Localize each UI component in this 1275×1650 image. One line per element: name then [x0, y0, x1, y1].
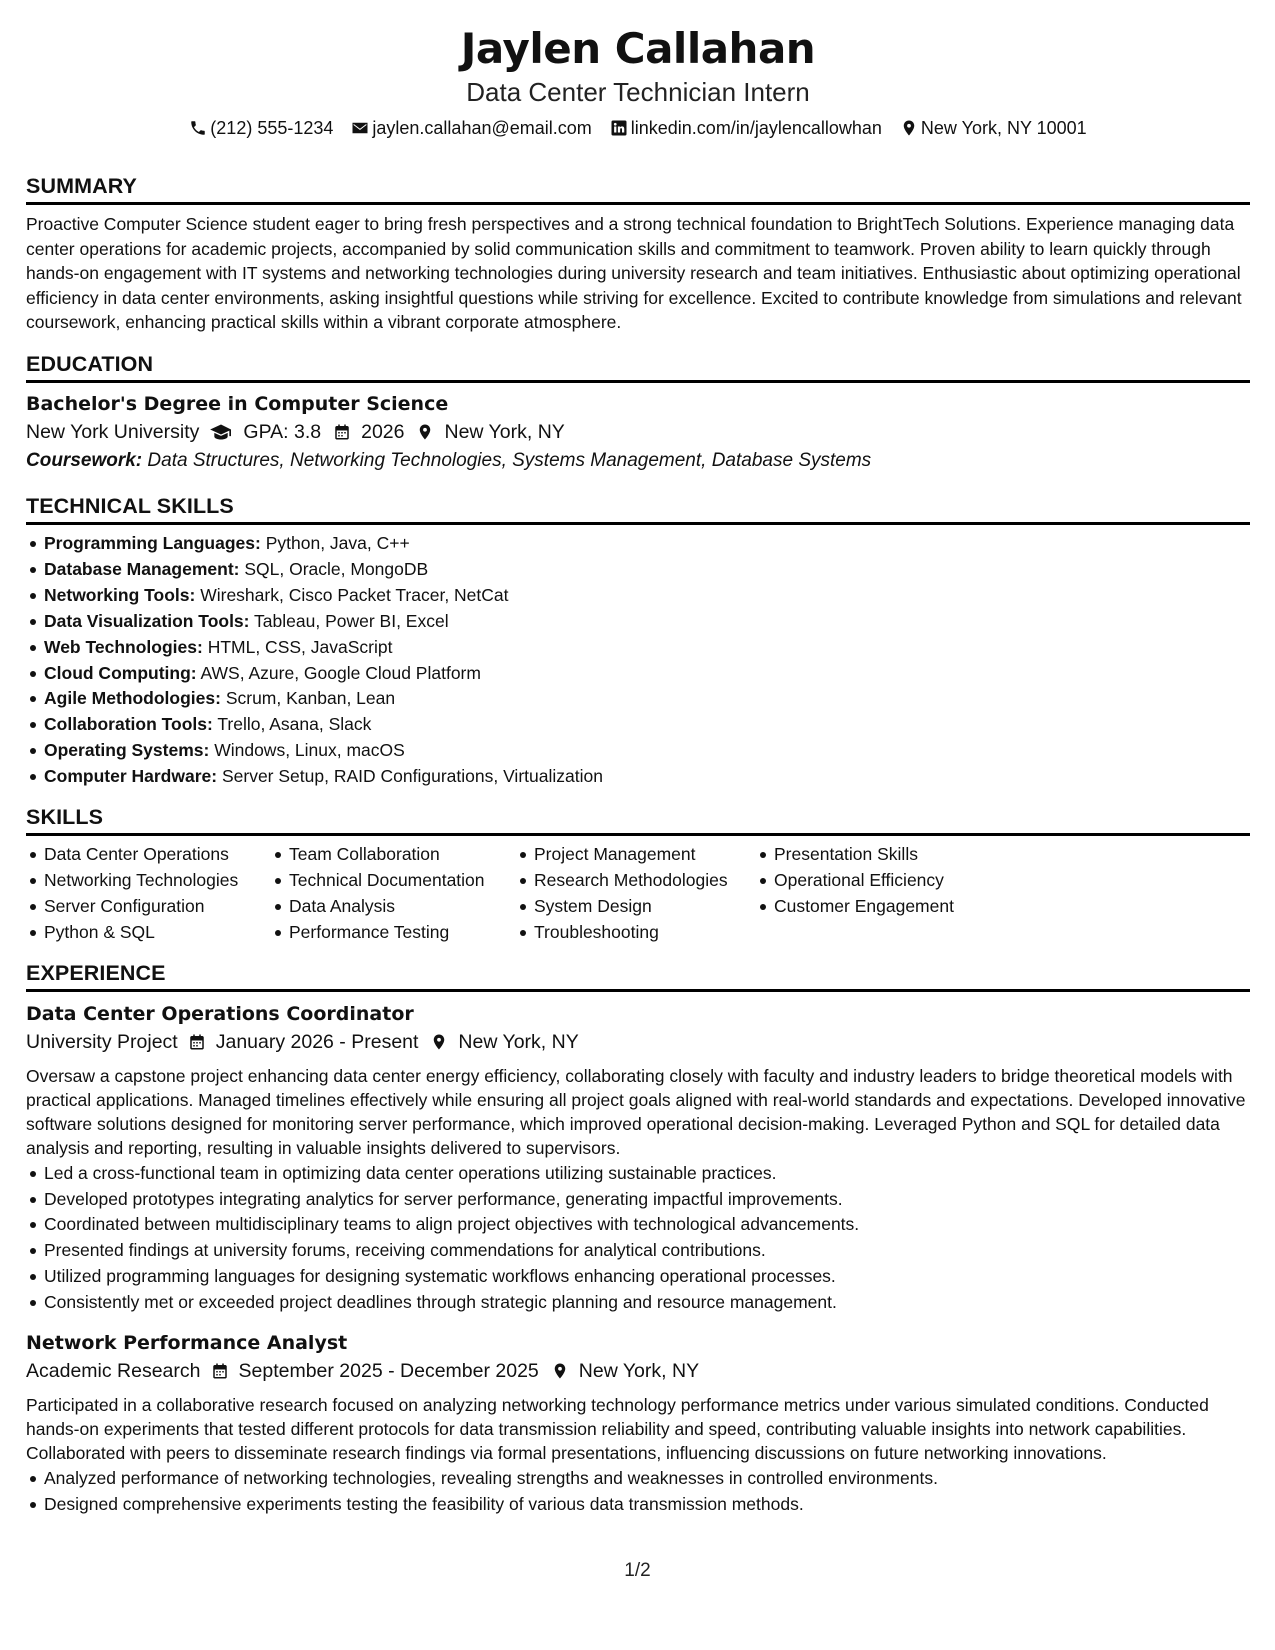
page-number: 1/2 [624, 1560, 651, 1581]
coursework-label: Coursework: [26, 449, 143, 471]
email-text[interactable]: jaylen.callahan@email.com [372, 118, 592, 138]
map-pin-icon [430, 1033, 448, 1051]
skill-values: Wireshark, Cisco Packet Tracer, NetCat [200, 584, 509, 605]
skill-item: Operational Efficiency [756, 868, 996, 894]
skill-item: Project Management [516, 842, 756, 868]
technical-skill-item [26, 635, 1250, 661]
year-text: 2026 [361, 420, 405, 443]
school-location [416, 417, 564, 447]
map-pin-icon [900, 119, 918, 137]
job-org: University Project [26, 1030, 178, 1053]
skill-category: Collaboration Tools: [44, 714, 213, 735]
job-org-dates [26, 1027, 418, 1057]
skill-category: Database Management: [44, 558, 240, 579]
job-title: Data Center Operations Coordinator [26, 1002, 414, 1025]
technical-skill-item [26, 557, 1250, 583]
school [26, 417, 321, 447]
job-org: Academic Research [26, 1360, 201, 1383]
map-pin-icon [416, 423, 434, 441]
skills-section [26, 804, 1250, 946]
technical-skill-item [26, 661, 1250, 687]
skill-values: Server Setup, RAID Configurations, Virtualization [221, 766, 603, 787]
skills-column [271, 842, 516, 946]
skill-item: Data Center Operations [26, 842, 271, 868]
map-pin-icon [551, 1362, 569, 1380]
skill-category: Operating Systems: [44, 740, 210, 761]
skill-item: Performance Testing [271, 920, 516, 946]
job-entry [26, 1001, 1250, 1316]
skill-item: System Design [516, 894, 756, 920]
skill-values: Windows, Linux, macOS [214, 740, 405, 761]
job-bullet: Designed comprehensive experiments testing the feasibility of various data transmission methods. [26, 1492, 1250, 1518]
job-bullet: Analyzed performance of networking technologies, revealing strengths and weaknesses in controlled environments. [26, 1466, 1250, 1492]
calendar-icon [333, 423, 351, 441]
skill-item: Troubleshooting [516, 920, 756, 946]
skills-column [26, 842, 271, 946]
job-org-dates [26, 1356, 539, 1386]
gpa: GPA: 3.8 [243, 420, 322, 443]
skill-category: Web Technologies: [44, 636, 203, 657]
grad-year [333, 417, 404, 447]
education-heading: EDUCATION [26, 351, 1250, 383]
job-bullets [26, 1161, 1250, 1316]
summary-section [26, 173, 1250, 335]
technical-skill-item [26, 686, 1250, 712]
skill-category: Programming Languages: [44, 532, 261, 553]
contact-location [900, 116, 1087, 140]
technical-skills-heading: TECHNICAL SKILLS [26, 493, 1250, 525]
skill-item: Customer Engagement [756, 894, 996, 920]
skill-values: Python, Java, C++ [265, 532, 410, 553]
location-text: New York, NY 10001 [920, 118, 1087, 138]
contact-bar [26, 116, 1250, 140]
job-bullet: Developed prototypes integrating analytics for server performance, generating impactful improvements. [26, 1187, 1250, 1213]
job-bullets [26, 1466, 1250, 1518]
skill-item: Server Configuration [26, 894, 271, 920]
job-entry [26, 1330, 1250, 1518]
contact-phone [189, 116, 333, 140]
job-location [430, 1027, 578, 1057]
phone-text: (212) 555-1234 [210, 118, 334, 138]
experience-list [26, 1001, 1250, 1518]
skill-category: Data Visualization Tools: [44, 610, 250, 631]
experience-section [26, 960, 1250, 1518]
job-bullet: Presented findings at university forums, receiving commendations for analytical contributions. [26, 1238, 1250, 1264]
skill-item: Python & SQL [26, 920, 271, 946]
contact-linkedin[interactable] [610, 116, 882, 140]
job-meta [26, 1356, 1250, 1386]
technical-skill-item [26, 738, 1250, 764]
skills-grid [26, 842, 1250, 946]
job-bullet: Consistently met or exceeded project deadlines through strategic planning and resource management. [26, 1290, 1250, 1316]
technical-skills-list [26, 531, 1250, 790]
skill-values: HTML, CSS, JavaScript [207, 636, 393, 657]
skill-item: Team Collaboration [271, 842, 516, 868]
technical-skill-item [26, 712, 1250, 738]
job-title: Network Performance Analyst [26, 1332, 348, 1355]
skill-item: Data Analysis [271, 894, 516, 920]
job-description: Participated in a collaborative research focused on analyzing networking technology performance metrics under various simulated conditions. Conducted hands-on experiments that tested different protocols for data transmission reliability and speed, contributing valuable insights into network capabilities. Collaborated with peers to disseminate research findings via formal presentations, influencing discussions on future networking innovations. [26, 1395, 1209, 1464]
technical-skill-item [26, 531, 1250, 557]
linkedin-text[interactable]: linkedin.com/in/jaylencallowhan [630, 118, 882, 138]
phone-icon [189, 119, 207, 137]
coursework-list: Data Structures, Networking Technologies, Systems Management, Database Systems [147, 449, 872, 471]
skill-category: Networking Tools: [44, 584, 196, 605]
skill-item: Presentation Skills [756, 842, 996, 868]
job-meta [26, 1027, 1250, 1057]
technical-skill-item [26, 764, 1250, 790]
school-location-text: New York, NY [444, 420, 565, 443]
technical-skills-section [26, 493, 1250, 790]
experience-heading: EXPERIENCE [26, 960, 1250, 992]
skill-values: SQL, Oracle, MongoDB [244, 558, 429, 579]
degree-title: Bachelor's Degree in Computer Science [26, 392, 449, 415]
job-location-text: New York, NY [458, 1030, 579, 1053]
education-meta [26, 417, 1250, 447]
job-bullet: Led a cross-functional team in optimizing data center operations utilizing sustainable practices. [26, 1161, 1250, 1187]
technical-skill-item [26, 583, 1250, 609]
skill-category: Cloud Computing: [44, 662, 197, 683]
candidate-role: Data Center Technician Intern [466, 77, 810, 107]
linkedin-icon [610, 119, 628, 137]
skill-category: Computer Hardware: [44, 766, 218, 787]
skill-item: Networking Technologies [26, 868, 271, 894]
skill-item: Technical Documentation [271, 868, 516, 894]
job-description: Oversaw a capstone project enhancing data center energy efficiency, collaborating closely with faculty and industry leaders to bridge theoretical models with practical applications. Managed timelines effectively while ensuring all project goals aligned with real-world standards and expectations. Developed innovative software solutions designed for monitoring server performance, which improved operational decision-making. Leveraged Python and SQL for detailed data analysis and reporting, resulting in valuable insights delivered to supervisors. [26, 1065, 1246, 1158]
candidate-name: Jaylen Callahan [460, 24, 816, 73]
summary-text: Proactive Computer Science student eager to bring fresh perspectives and a strong technical foundation to BrightTech Solutions. Experience managing data center operations for academic projects, accompanied by solid communication skills and commitment to teamwork. Proven ability to learn quickly through hands-on engagement with IT systems and networking technologies during university research and team initiatives. Enthusiastic about optimizing operational efficiency in data center environments, asking insightful questions while striving for excellence. Excited to contribute knowledge from simulations and relevant coursework, enhancing practical skills within a vibrant corporate atmosphere. [26, 214, 1242, 333]
resume-page [26, 0, 1250, 1518]
job-dates: September 2025 - December 2025 [238, 1360, 539, 1383]
skills-column [756, 842, 996, 946]
calendar-icon [188, 1033, 206, 1051]
school-name: New York University [26, 420, 200, 443]
education-section [26, 351, 1250, 475]
job-location-text: New York, NY [578, 1360, 700, 1383]
graduation-cap-icon [209, 422, 233, 442]
job-bullet: Coordinated between multidisciplinary teams to align project objectives with technological advancements. [26, 1212, 1250, 1238]
skill-values: AWS, Azure, Google Cloud Platform [200, 662, 481, 683]
skill-category: Agile Methodologies: [44, 688, 221, 709]
skill-values: Trello, Asana, Slack [217, 714, 372, 735]
job-location [551, 1356, 699, 1386]
skill-values: Tableau, Power BI, Excel [254, 610, 449, 631]
summary-heading: SUMMARY [26, 173, 1250, 205]
technical-skill-item [26, 609, 1250, 635]
contact-email[interactable] [351, 116, 591, 140]
skills-heading: SKILLS [26, 804, 1250, 836]
job-bullet: Utilized programming languages for designing systematic workflows enhancing operational processes. [26, 1264, 1250, 1290]
skill-item: Research Methodologies [516, 868, 756, 894]
skill-values: Scrum, Kanban, Lean [225, 688, 396, 709]
coursework [26, 447, 1250, 475]
envelope-icon [351, 119, 369, 137]
job-dates: January 2026 - Present [215, 1030, 419, 1053]
calendar-icon [211, 1362, 229, 1380]
resume-header [26, 0, 1250, 140]
skills-column [516, 842, 756, 946]
